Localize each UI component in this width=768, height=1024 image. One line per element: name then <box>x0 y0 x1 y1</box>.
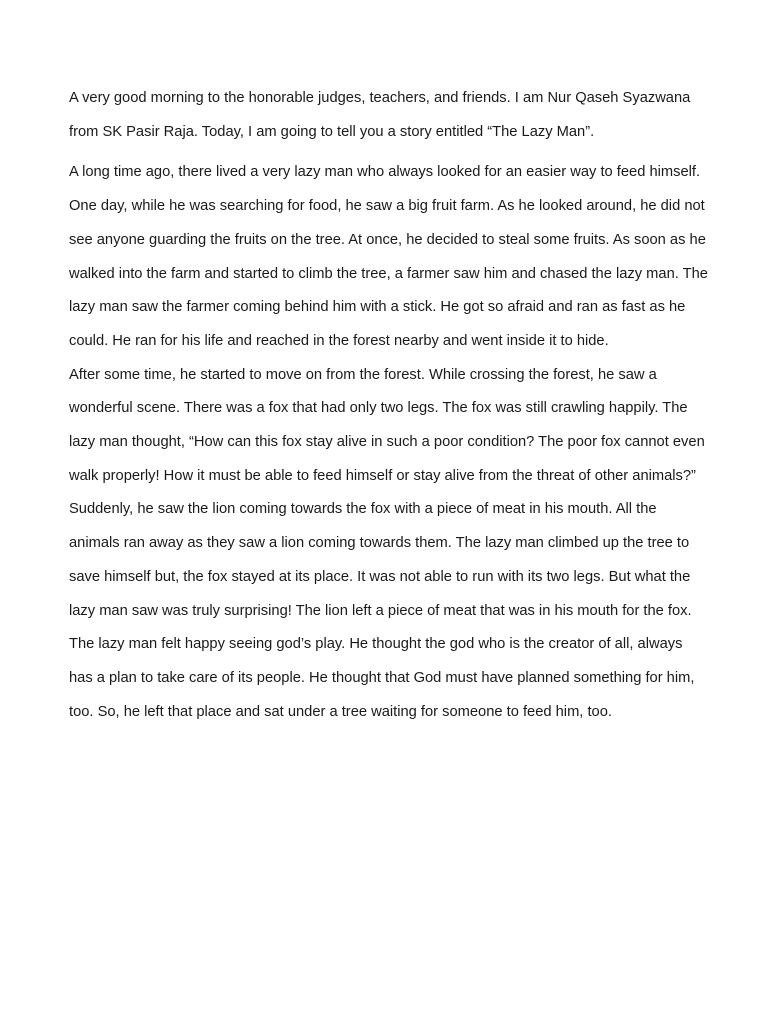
document-page <box>69 82 709 729</box>
paragraph-lazy-man: A long time ago, there lived a very lazy man who always looked for an easier way to feed himself. <box>69 164 701 181</box>
paragraph-fruit-farm: One day, while he was searching for food, he saw a big fruit farm. As he looked around, he did not see anyone guarding the fruits on the tree. At once, he decided to steal some fruits. As soon as he walked into the farm and started to climb the tree, a farmer saw him and chased the lazy man. The lazy man saw the farmer coming behind him with a stick. He got so afraid and ran as fast as he could. He ran for his life and reached in the forest nearby and went inside it to hide. <box>69 198 708 349</box>
paragraph-introduction: A very good morning to the honorable judges, teachers, and friends. I am Nur Qaseh Syazwana from SK Pasir Raja. Today, I am going to tell you a story entitled “The Lazy Man”. <box>69 90 691 140</box>
paragraph-fox: After some time, he started to move on from the forest. While crossing the forest, he saw a wonderful scene. There was a fox that had only two legs. The fox was still crawling happily. The lazy man thought, “How can this fox stay alive in such a poor condition? The poor fox cannot even walk properly! How it must be able to feed himself or stay alive from the threat of other animals?” <box>69 366 705 484</box>
paragraph-lion: Suddenly, he saw the lion coming towards the fox with a piece of meat in his mouth. All the animals ran away as they saw a lion coming towards them. The lazy man climbed up the tree to save himself but, the fox stayed at its place. It was not able to run with its two legs. But what the lazy man saw was truly surprising! The lion left a piece of meat that was in his mouth for the fox. <box>69 501 692 619</box>
paragraph-gods-play: The lazy man felt happy seeing god’s play. He thought the god who is the creator of all, always has a plan to take care of its people. He thought that God must have planned something for him, too. So, he left that place and sat under a tree waiting for someone to feed him, too. <box>69 636 695 720</box>
